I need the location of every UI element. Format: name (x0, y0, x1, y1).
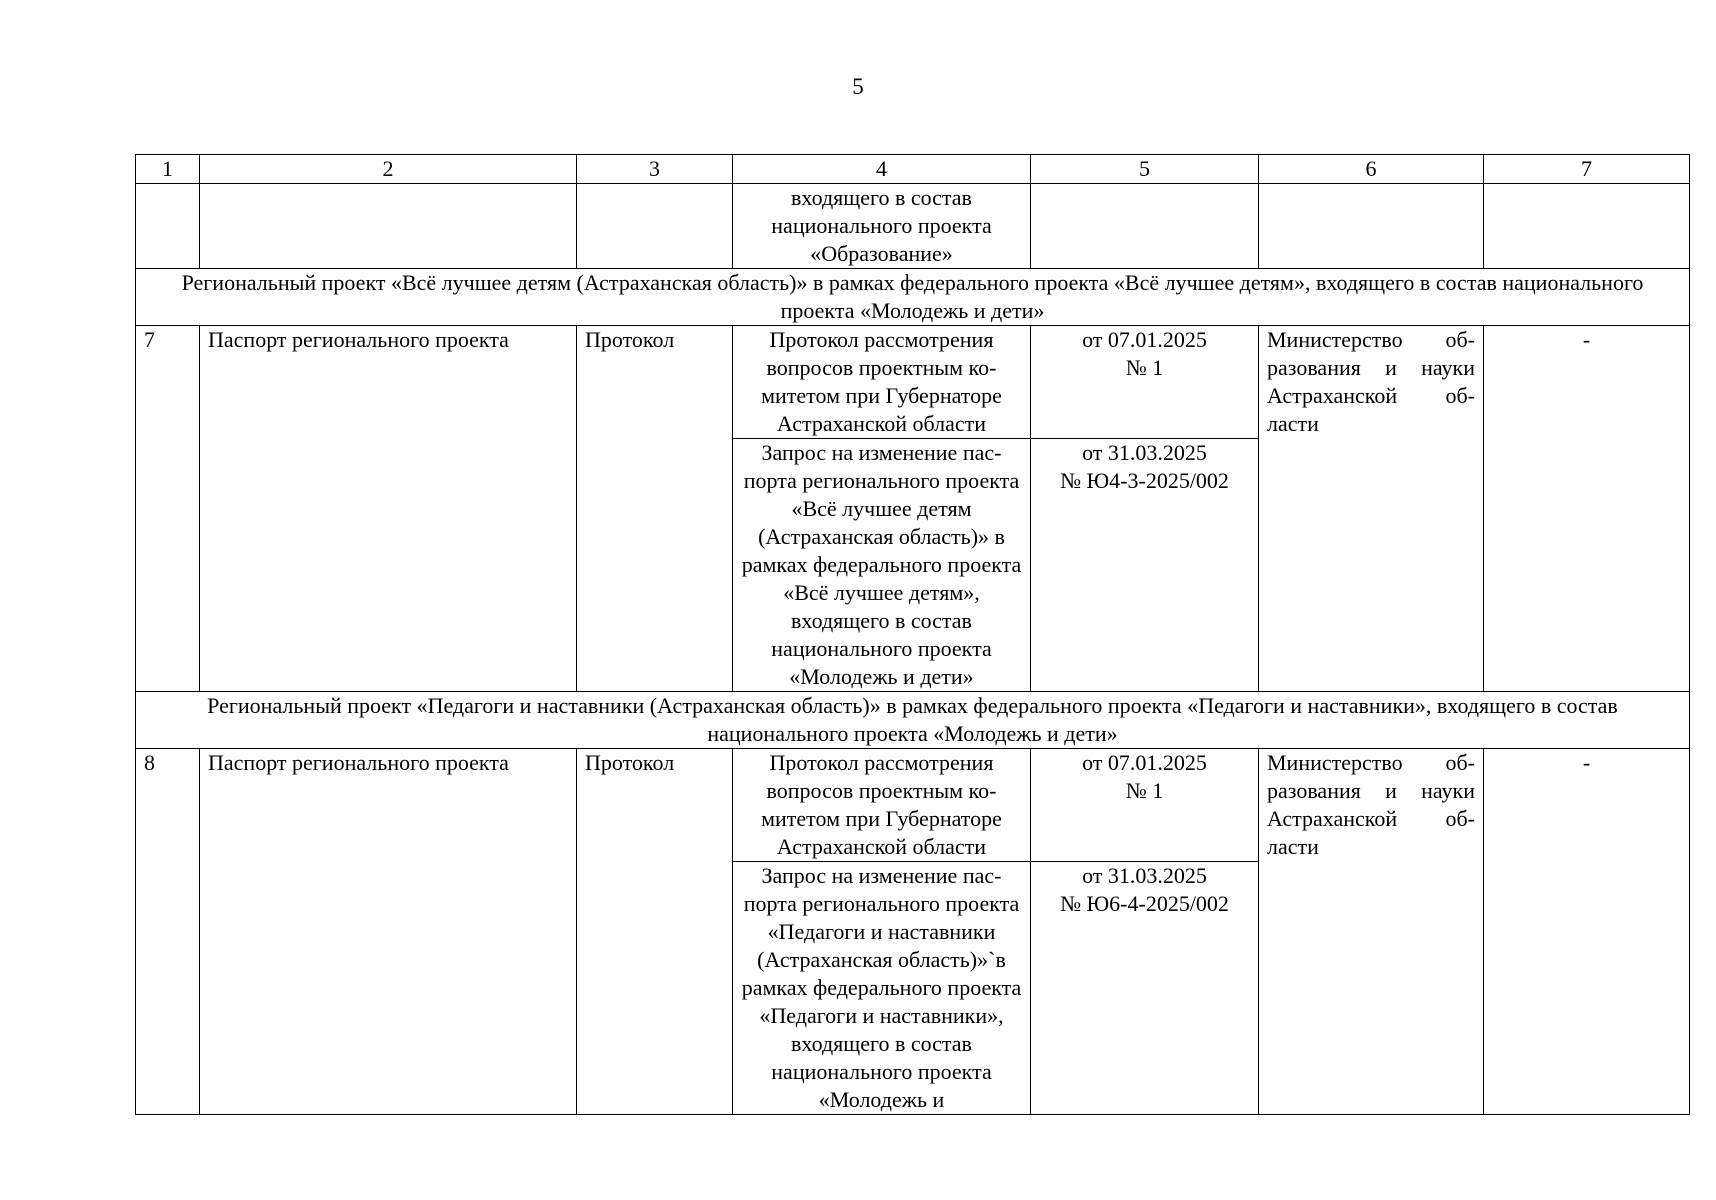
cont-cell-1 (136, 184, 200, 269)
row-7-date-a (1031, 326, 1259, 439)
row-8-a (136, 749, 1690, 862)
header-col-2: 2 (200, 155, 577, 184)
row-7-doc-b: Запрос на изменение паспорта регионального проекта «Всё лучшее детям (Астраханская область)» в рамках федерального проекта «Всё лучшее детям», входящего в состав национального проекта «Молодежь и дети» (733, 439, 1031, 692)
header-row (136, 155, 1690, 184)
row-8-date-a (1031, 749, 1259, 862)
row-8-doc-a: Протокол рассмотрения вопросов проектным комитетом при Губернаторе Астраханской области (733, 749, 1031, 862)
row-8-note: - (1484, 749, 1690, 1115)
row-8-date-b-date: от 31.03.2025 (1082, 863, 1207, 888)
row-7-a (136, 326, 1690, 439)
header-col-5: 5 (1031, 155, 1259, 184)
row-8-doc-b: Запрос на изменение паспорта регионального проекта «Педагоги и наставники (Астраханская область)»`в рамках федерального проекта «Педагоги и наставники», входящего в состав национального проекта «Молодежь и (733, 862, 1031, 1115)
document-table (135, 154, 1690, 1115)
cont-cell-4: входящего в состав национального проекта «Образование» (733, 184, 1031, 269)
cont-cell-3 (577, 184, 733, 269)
row-8-organization: Министерство образования и науки Астраханской области (1259, 749, 1484, 1115)
row-8-number: 8 (136, 749, 200, 1115)
row-7-date-b (1031, 439, 1259, 692)
cont-cell-5 (1031, 184, 1259, 269)
row-7-type: Протокол (577, 326, 733, 692)
row-7-date-a-number: № 1 (1125, 355, 1164, 380)
row-8-type: Протокол (577, 749, 733, 1115)
row-7-organization: Министерство образования и науки Астраханской области (1259, 326, 1484, 692)
cont-cell-6 (1259, 184, 1484, 269)
header-col-1: 1 (136, 155, 200, 184)
row-7-date-b-number: № Ю4-3-2025/002 (1060, 468, 1229, 493)
continuation-row (136, 184, 1690, 269)
section-heading-1: Региональный проект «Всё лучшее детям (Астраханская область)» в рамках федерального проекта «Всё лучшее детям», входящего в состав национального проекта «Молодежь и дети» (136, 269, 1690, 326)
header-col-6: 6 (1259, 155, 1484, 184)
row-7-date-a-date: от 07.01.2025 (1082, 327, 1207, 352)
section-row-2 (136, 692, 1690, 749)
row-7-date-b-date: от 31.03.2025 (1082, 440, 1207, 465)
header-col-7: 7 (1484, 155, 1690, 184)
row-7-doc-a: Протокол рассмотрения вопросов проектным комитетом при Губернаторе Астраханской области (733, 326, 1031, 439)
cont-cell-7 (1484, 184, 1690, 269)
row-8-date-a-number: № 1 (1125, 778, 1164, 803)
row-8-date-a-date: от 07.01.2025 (1082, 750, 1207, 775)
row-8-name: Паспорт регионального проекта (200, 749, 577, 1115)
row-7-number: 7 (136, 326, 200, 692)
section-heading-2: Региональный проект «Педагоги и наставники (Астраханская область)» в рамках федерального проекта «Педагоги и наставники», входящего в состав национального проекта «Молодежь и дети» (136, 692, 1690, 749)
header-col-4: 4 (733, 155, 1031, 184)
section-row-1 (136, 269, 1690, 326)
page-number: 5 (852, 74, 864, 99)
cont-cell-2 (200, 184, 577, 269)
header-col-3: 3 (577, 155, 733, 184)
row-8-date-b (1031, 862, 1259, 1115)
row-7-note: - (1484, 326, 1690, 692)
row-7-name: Паспорт регионального проекта (200, 326, 577, 692)
row-8-date-b-number: № Ю6-4-2025/002 (1060, 891, 1229, 916)
